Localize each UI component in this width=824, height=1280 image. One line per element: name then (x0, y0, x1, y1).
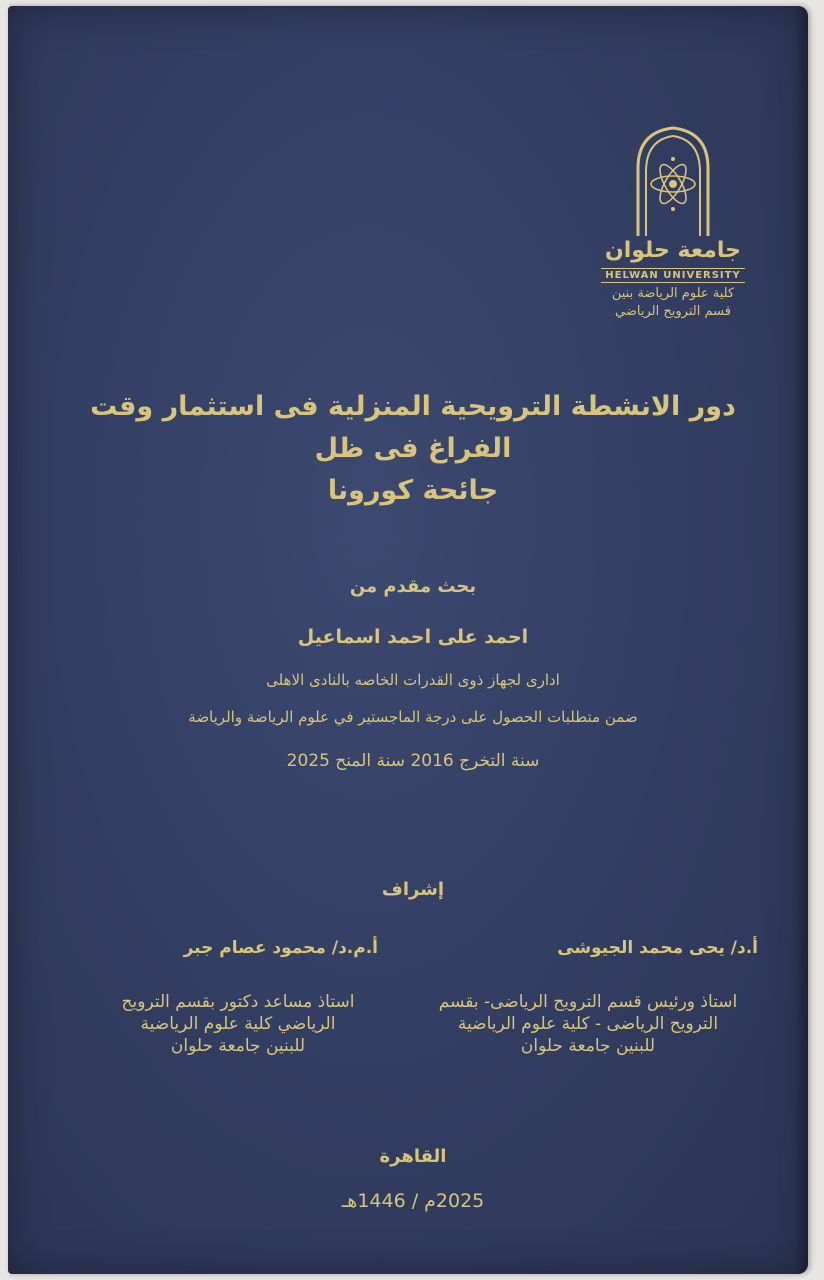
university-name-ar: جامعة حلوان (604, 238, 742, 263)
supervisor-1-description (408, 991, 768, 1057)
book-cover (8, 6, 808, 1274)
author-name: احمد على احمد اسماعيل (297, 626, 529, 648)
supervisor-2-name: أ.م.د/ محمود عصام جبر (183, 938, 378, 958)
submitted-by-label: بحث مقدم من (349, 576, 477, 597)
publication-date: 2025م / 1446هـ (341, 1190, 485, 1212)
supervisor-2-desc-line: للبنين جامعة حلوان (170, 1036, 306, 1057)
thesis-title-line-1: دور الانشطة الترويحية المنزلية فى استثمار وقت الفراغ فى ظل (90, 391, 736, 464)
thesis-title-line-2: جائحة كورونا (327, 474, 499, 506)
degree-requirement: ضمن متطلبات الحصول على درجة الماجستير في علوم الرياضة والرياضة (188, 708, 638, 726)
author-job: ادارى لجهاز ذوى القدرات الخاصه بالنادى الاهلى (266, 671, 560, 689)
university-name-en: HELWAN UNIVERSITY (601, 268, 744, 283)
thesis-title (68, 386, 758, 512)
supervisor-2-desc-line: استاذ مساعد دكتور بقسم الترويح (121, 992, 355, 1012)
department-name: قسم الترويح الرياضي (615, 304, 731, 319)
supervisor-1-desc-line: للبنين جامعة حلوان (520, 1036, 656, 1057)
university-emblem-icon (632, 126, 714, 238)
supervisor-2-desc-line: الرياضي كلية علوم الرياضية (140, 1014, 336, 1035)
graduation-years: سنة التخرج 2016 سنة المنح 2025 (286, 751, 540, 771)
cover-edge (794, 6, 808, 1274)
faculty-name: كلية علوم الرياضة بنين (611, 286, 735, 301)
supervisor-2-description (78, 991, 398, 1057)
supervisor-1-desc-line: استاذ ورئيس قسم الترويح الرياضى- بقسم (438, 992, 738, 1012)
supervisor-1-desc-line: الترويح الرياضى - كلية علوم الرياضية (457, 1014, 719, 1035)
supervisor-1-name: أ.د/ يحى محمد الجيوشى (557, 938, 758, 958)
supervision-label: إشراف (381, 879, 445, 900)
university-logo (598, 126, 748, 336)
city: القاهرة (379, 1146, 447, 1167)
